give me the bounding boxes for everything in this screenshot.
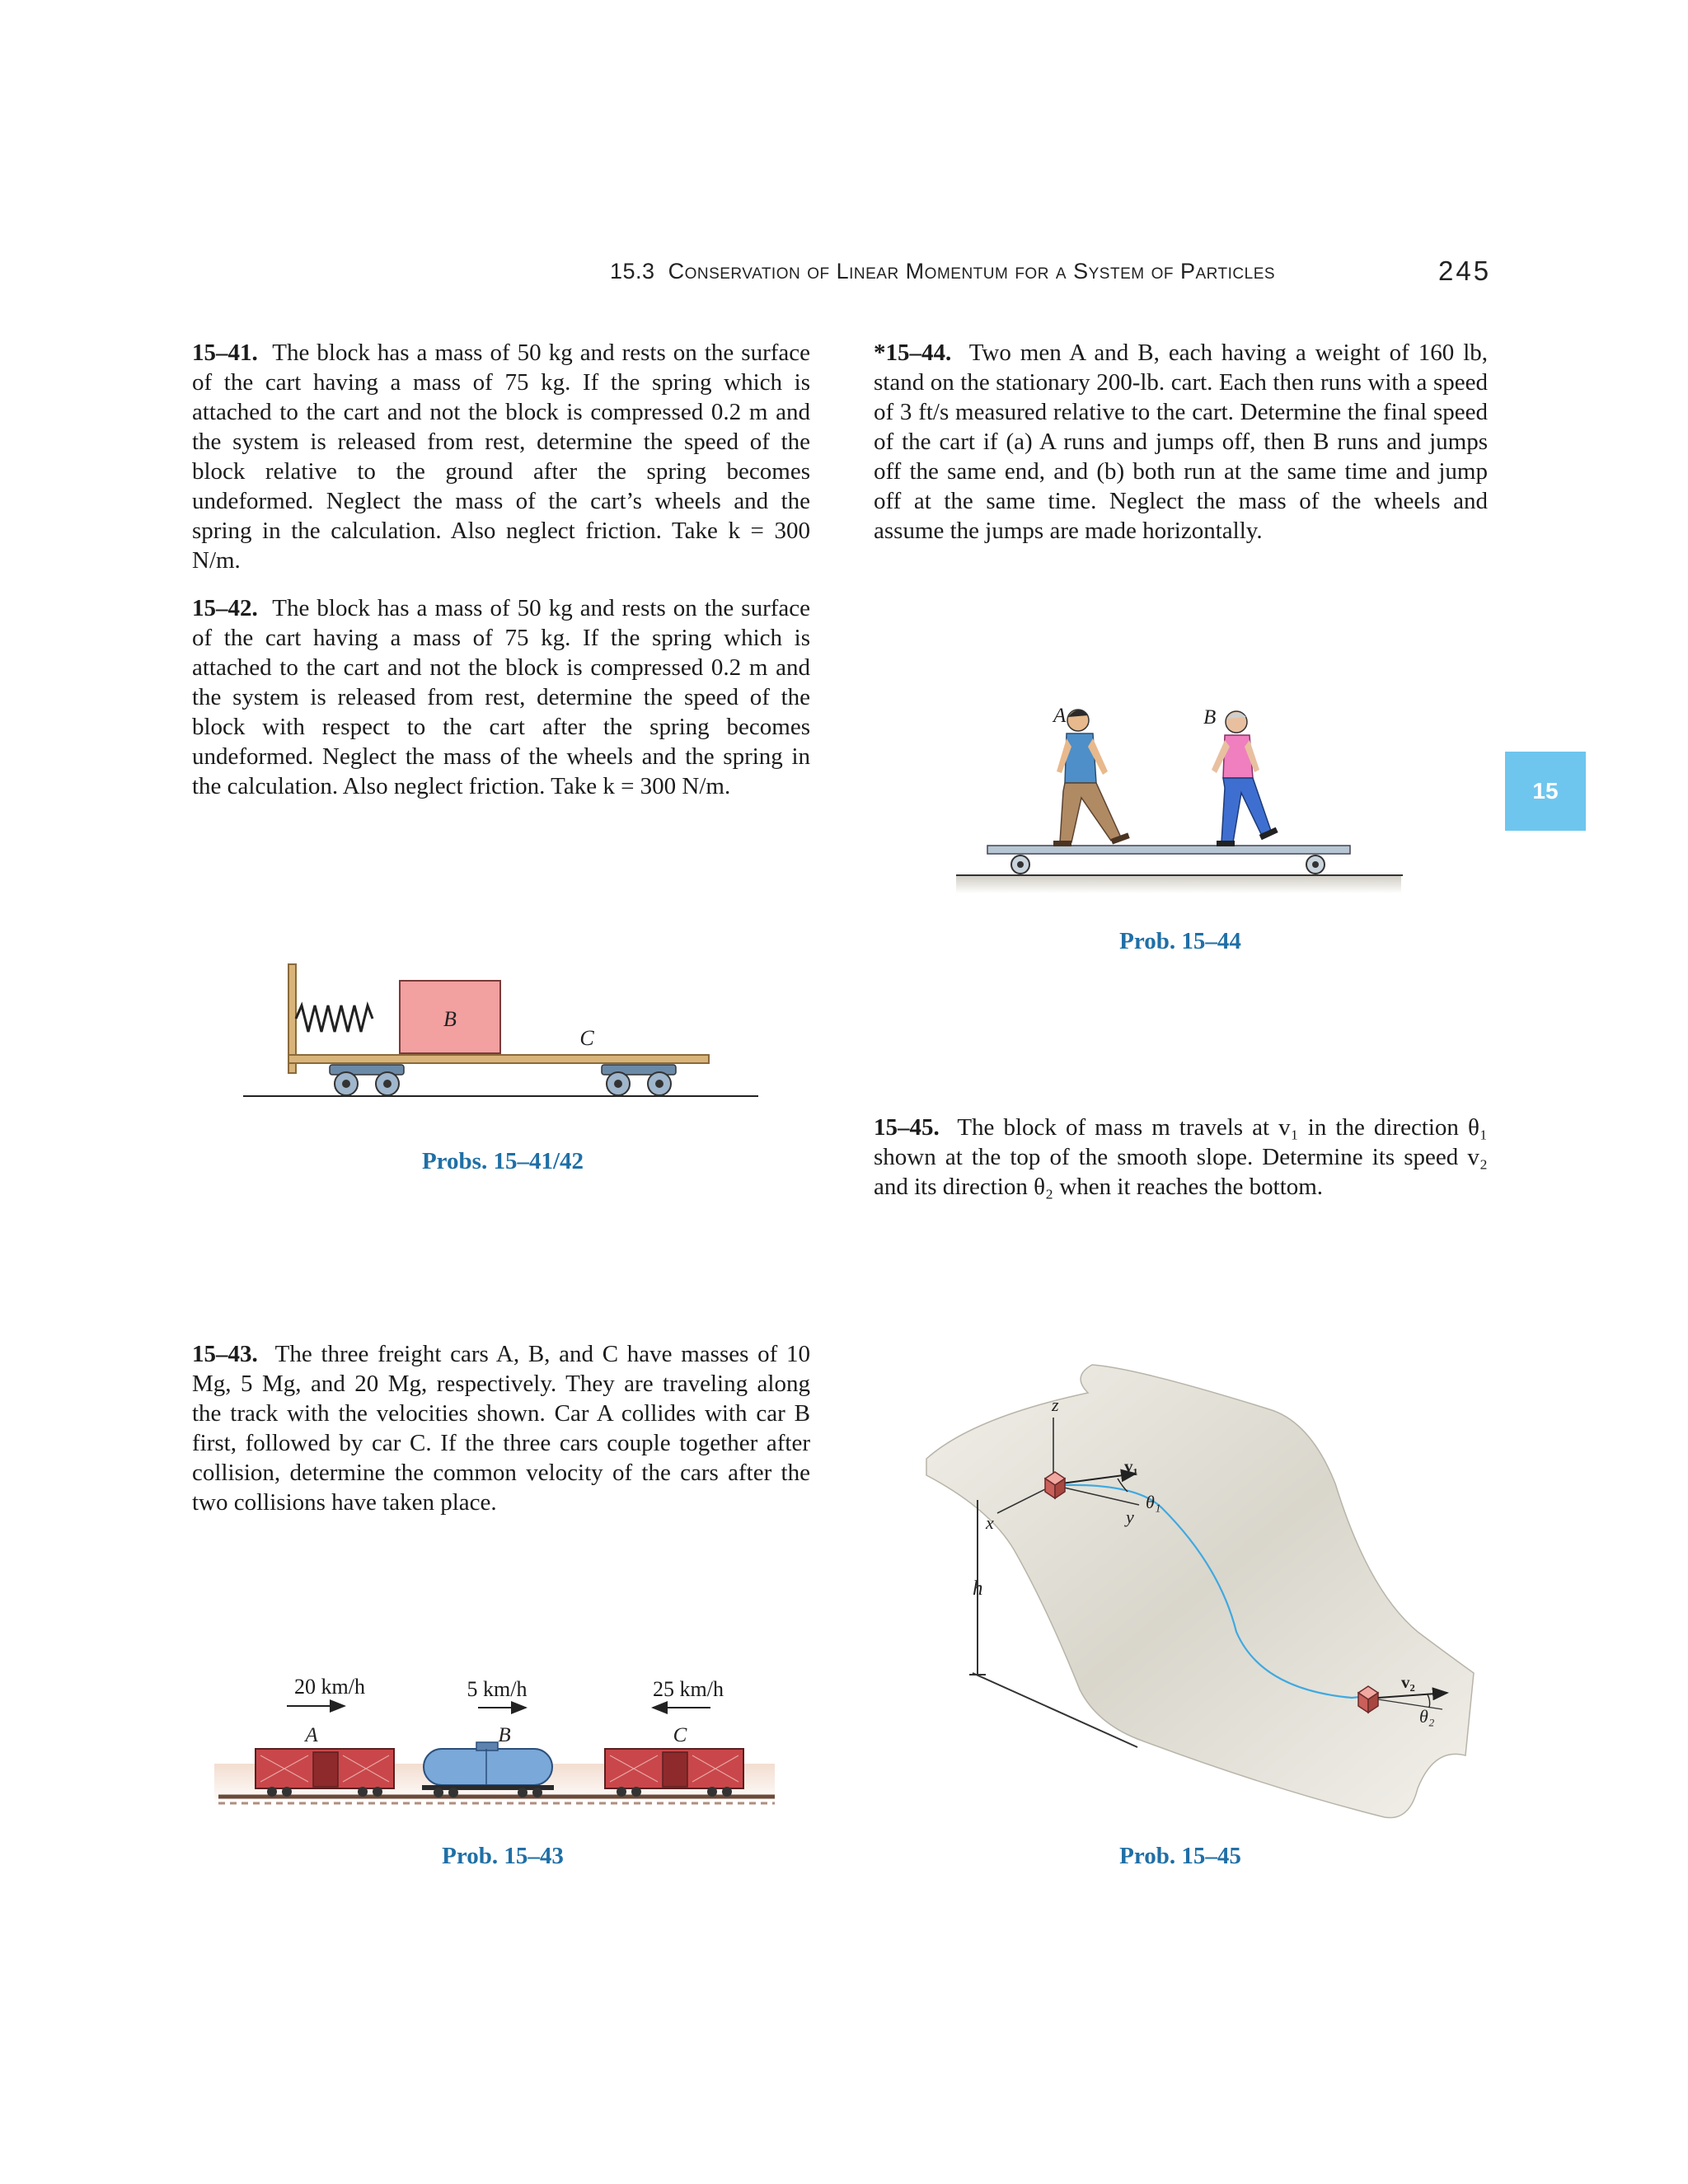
problem-15-45 [874, 1113, 1488, 1202]
problem-number: *15–44. [874, 340, 952, 366]
label-car-b: B [498, 1724, 511, 1746]
problem-number: 15–43. [192, 1341, 258, 1367]
figure-cart-spring-block [239, 948, 767, 1146]
floor-shadow [956, 875, 1401, 893]
label-man-a: A [1053, 705, 1067, 727]
problem-text: The block of mass m travels at v₁ in the direction θ₁ shown at the top of the smooth slope. Determine its speed v₂ and its direction θ₂ when it reaches the bottom. [874, 1114, 1488, 1200]
tank-car-b [422, 1742, 554, 1797]
cart-deck [288, 1055, 709, 1063]
problem-text: Two men A and B, each having a weight of 160 lb, stand on the stationary 200-lb. cart. Each then runs with a speed of 3 ft/s measured relative to the cart. Determine the final speed of the cart if (a) A runs and jumps off, then B runs and jumps off the same end, and (b) both run at the same time and jump off at the same time. Neglect the mass of the wheels and assume the jumps are made horizontally. [874, 340, 1488, 544]
block-bottom [1358, 1686, 1378, 1713]
block-top [1045, 1472, 1065, 1498]
problem-number: 15–42. [192, 595, 258, 621]
problem-15-43 [192, 1339, 810, 1517]
problem-number: 15–41. [192, 340, 258, 366]
label-h: h [973, 1577, 983, 1600]
problem-text: The block has a mass of 50 kg and rests on the surface of the cart having a mass of 75 kg. If the spring which is attached to the cart and not the block is compressed 0.2 m and the system is released from rest, determine the speed of the block with respect to the cart after the spring becomes undeformed. Neglect the mass of the wheels and the spring in the calculation. Also neglect friction. Take k = 300 N/m. [192, 595, 811, 799]
label-man-b: B [1203, 706, 1217, 729]
problem-text: The three freight cars A, B, and C have masses of 10 Mg, 5 Mg, and 20 Mg, respectively. They are traveling along the track with the velocities shown. Car A collides with car B first, followed by car C. If the three cars couple together after collision, determine the common velocity of the cars after the two collisions have taken place. [192, 1341, 810, 1516]
figure-smooth-slope [923, 1360, 1484, 1838]
wheel-bogie-right [602, 1065, 676, 1095]
section-title: Conservation of Linear Momentum for a System of Particles [668, 259, 1276, 284]
label-cart-c: C [579, 1026, 594, 1050]
label-v2: v₂ [1401, 1672, 1415, 1692]
speed-car-a: 20 km/h [294, 1675, 365, 1699]
speed-car-c: 25 km/h [653, 1677, 724, 1701]
running-header [610, 259, 1275, 284]
caption-prob-15-44: Prob. 15–44 [1119, 928, 1241, 954]
problem-number: 15–45. [874, 1114, 940, 1141]
figure-freight-cars [206, 1698, 799, 1821]
problem-15-42 [192, 593, 810, 801]
label-car-a: A [305, 1724, 318, 1746]
label-x: x [986, 1512, 994, 1533]
caption-prob-15-43: Prob. 15–43 [442, 1843, 564, 1869]
label-v1: v₁ [1124, 1456, 1138, 1476]
label-car-c: C [673, 1724, 687, 1746]
problem-15-41 [192, 338, 810, 575]
caption-probs-15-41-42: Probs. 15–41/42 [421, 1148, 584, 1174]
man-b [1212, 711, 1278, 846]
caption-prob-15-45: Prob. 15–45 [1119, 1843, 1241, 1869]
problem-text: The block has a mass of 50 kg and rests on the surface of the cart having a mass of 75 kg. If the spring which is attached to the cart and not the block is compressed 0.2 m and the system is released from rest, determine the speed of the block relative to the ground after the spring becomes undeformed. Neglect the mass of the cart’s wheels and the spring in the calculation. Also neglect friction. Take k = 300 N/m. [192, 340, 811, 574]
page-number: 245 [1438, 255, 1492, 286]
label-theta1: θ₁ [1146, 1492, 1161, 1512]
spring-icon [296, 1005, 373, 1032]
wheel-bogie-left [330, 1065, 404, 1095]
chapter-tab: 15 [1505, 752, 1586, 831]
speed-car-b: 5 km/h [467, 1677, 528, 1701]
figure-men-on-cart [948, 692, 1409, 907]
section-number: 15.3 [610, 259, 655, 284]
problem-15-44 [874, 338, 1488, 546]
label-y: y [1126, 1507, 1134, 1527]
cart-platform [987, 846, 1350, 854]
label-z: z [1052, 1394, 1059, 1415]
label-theta2: θ₂ [1419, 1706, 1435, 1727]
label-block-b: B [443, 1007, 457, 1031]
man-a [1053, 710, 1130, 846]
slope-surface [926, 1365, 1474, 1818]
